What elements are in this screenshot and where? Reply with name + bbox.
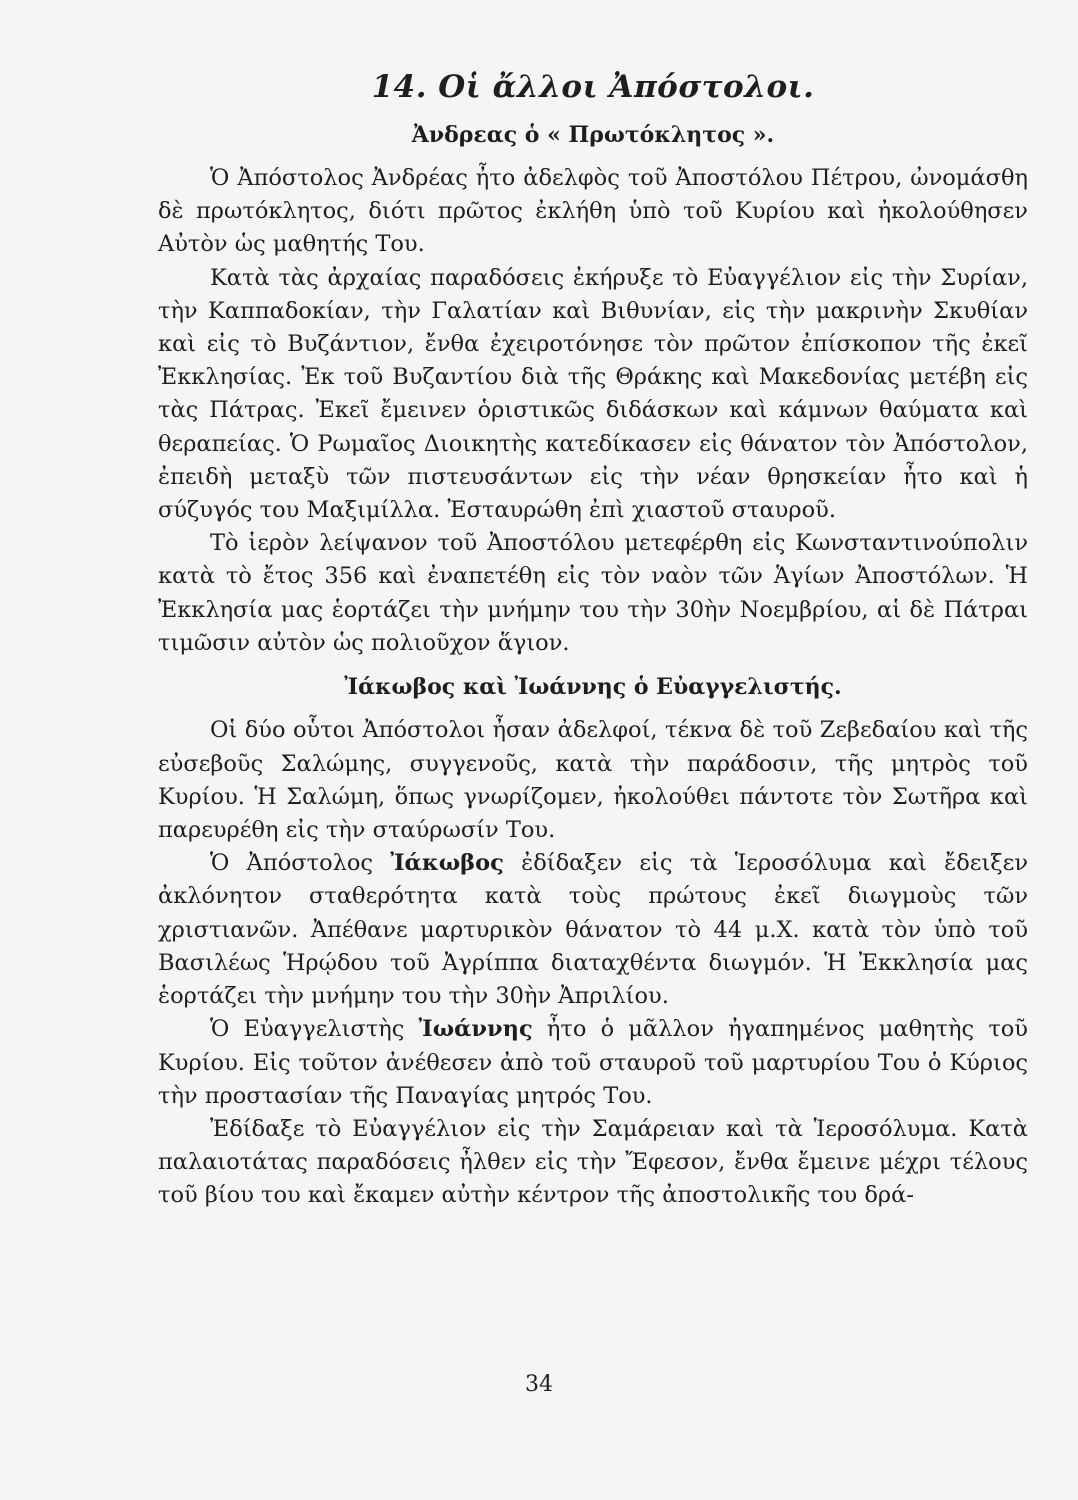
paragraph-text: ἦτο ὁ μᾶλλον ἠγαπημένος μαθητὴς τοῦ Κυρίου. Εἰς τοῦτον ἀνέθεσεν ἀπὸ τοῦ σταυροῦ τοῦ μαρτυρίου Του ὁ Κύριος τὴν προστασίαν τῆς Παναγίας μητρός Του. bbox=[158, 1016, 1028, 1109]
paragraph bbox=[158, 1013, 1028, 1113]
paragraph: Οἱ δύο οὗτοι Ἀπόστολοι ἦσαν ἀδελφοί, τέκνα δὲ τοῦ Ζεβεδαίου καὶ τῆς εὐσεβοῦς Σαλώμης, συγγενοῦς, κατὰ τὴν παράδοσιν, τῆς μητρὸς τοῦ Κυρίου. Ἡ Σαλώμη, ὅπως γνωρίζομεν, ἠκολούθει πάντοτε τὸν Σωτῆρα καὶ παρευρέθη εἰς τὴν σταύρωσίν Του. bbox=[158, 717, 1028, 844]
highlighted-name-ioannis: Ἰωάννης bbox=[418, 1016, 533, 1043]
page-body bbox=[158, 70, 1028, 1213]
section-title-iakovos-ioannis: Ἰάκωβος καὶ Ἰωάννης ὁ Εὐαγγελιστής. bbox=[344, 674, 842, 701]
paragraph: Κατὰ τὰς ἀρχαίας παραδόσεις ἐκήρυξε τὸ Εὐαγγέλιον εἰς τὴν Συρίαν, τὴν Καππαδοκίαν, τὴν Γαλατίαν καὶ Βιθυνίαν, εἰς τὴν μακρινὴν Σκυθίαν καὶ εἰς τὸ Βυζάντιον, ἔνθα ἐχειροτόνησε τὸν πρῶτον ἐπίσκοπον τῆς ἐκεῖ Ἐκκλησίας. Ἐκ τοῦ Βυζαντίου διὰ τῆς Θράκης καὶ Μακεδονίας μετέβη εἰς τὰς Πάτρας. Ἐκεῖ ἔμεινεν ὁριστικῶς διδάσκων καὶ κάμνων θαύματα καὶ θεραπείας. Ὁ Ρωμαῖος Διοικητὴς κατεδίκασεν εἰς θάνατον τὸν Ἀπόστολον, ἐπειδὴ μεταξὺ τῶν πιστευσάντων εἰς τὴν νέαν θρησκείαν ἦτο καὶ ἡ σύζυγός του Μαξιμίλλα. Ἐσταυρώθη ἐπὶ χιαστοῦ σταυροῦ. bbox=[158, 264, 1028, 524]
chapter-title: 14. Οἱ ἄλλοι Ἀπόστολοι. bbox=[371, 69, 815, 105]
paragraph-text: Ὁ Ἀπόστολος bbox=[210, 850, 391, 877]
highlighted-name-iakovos: Ἰάκωβος bbox=[390, 850, 504, 877]
paragraph: Ἐδίδαξε τὸ Εὐαγγέλιον εἰς τὴν Σαμάρειαν καὶ τὰ Ἱεροσόλυμα. Κατὰ παλαιοτάτας παραδόσεις ἦλθεν εἰς τὴν Ἔφεσον, ἔνθα ἔμεινε μέχρι τέλους τοῦ βίου του καὶ ἔκαμεν αὐτὴν κέντρον τῆς ἀποστολικῆς του δρά- bbox=[158, 1115, 1028, 1209]
paragraph-text: ἐδίδαξεν εἰς τὰ Ἱεροσόλυμα καὶ ἔδειξεν ἀκλόνητον σταθερότητα κατὰ τοὺς πρώτους ἐκεῖ διωγμοὺς τῶν χριστιανῶν. Ἀπέθανε μαρτυρικὸν θάνατον τὸ 44 μ.Χ. κατὰ τὸν ὑπὸ τοῦ Βασιλέως Ἡρῴδου τοῦ Ἀγρίππα διαταχθέντα διωγμόν. Ἡ Ἐκκλησία μας ἑορτάζει τὴν μνήμην του τὴν 30ὴν Ἀπριλίου. bbox=[158, 850, 1028, 1010]
paragraph: Τὸ ἱερὸν λείψανον τοῦ Ἀποστόλου μετεφέρθη εἰς Κωνσταντινούπολιν κατὰ τὸ ἔτος 356 καὶ ἐναπετέθη εἰς τὸν ναὸν τῶν Ἁγίων Ἀποστόλων. Ἡ Ἐκκλησία μας ἑορτάζει τὴν μνήμην του τὴν 30ὴν Νοεμβρίου, αἱ δὲ Πάτραι τιμῶσιν αὐτὸν ὡς πολιοῦχον ἅγιον. bbox=[158, 530, 1028, 656]
paragraph-text: Ὁ Εὐαγγελιστὴς bbox=[210, 1016, 419, 1043]
section-title-andreas: Ἀνδρεας ὁ « Πρωτόκλητος ». bbox=[411, 121, 775, 148]
page-number: 34 bbox=[525, 1372, 553, 1397]
paragraph bbox=[158, 847, 1028, 1013]
paragraph: Ὁ Ἀπόστολος Ἀνδρέας ἦτο ἀδελφὸς τοῦ Ἀποστόλου Πέτρου, ὠνομάσθη δὲ πρωτόκλητος, διότι πρῶτος ἐκλήθη ὑπὸ τοῦ Κυρίου καὶ ἠκολούθησεν Αὐτὸν ὡς μαθητής Του. bbox=[158, 165, 1028, 258]
